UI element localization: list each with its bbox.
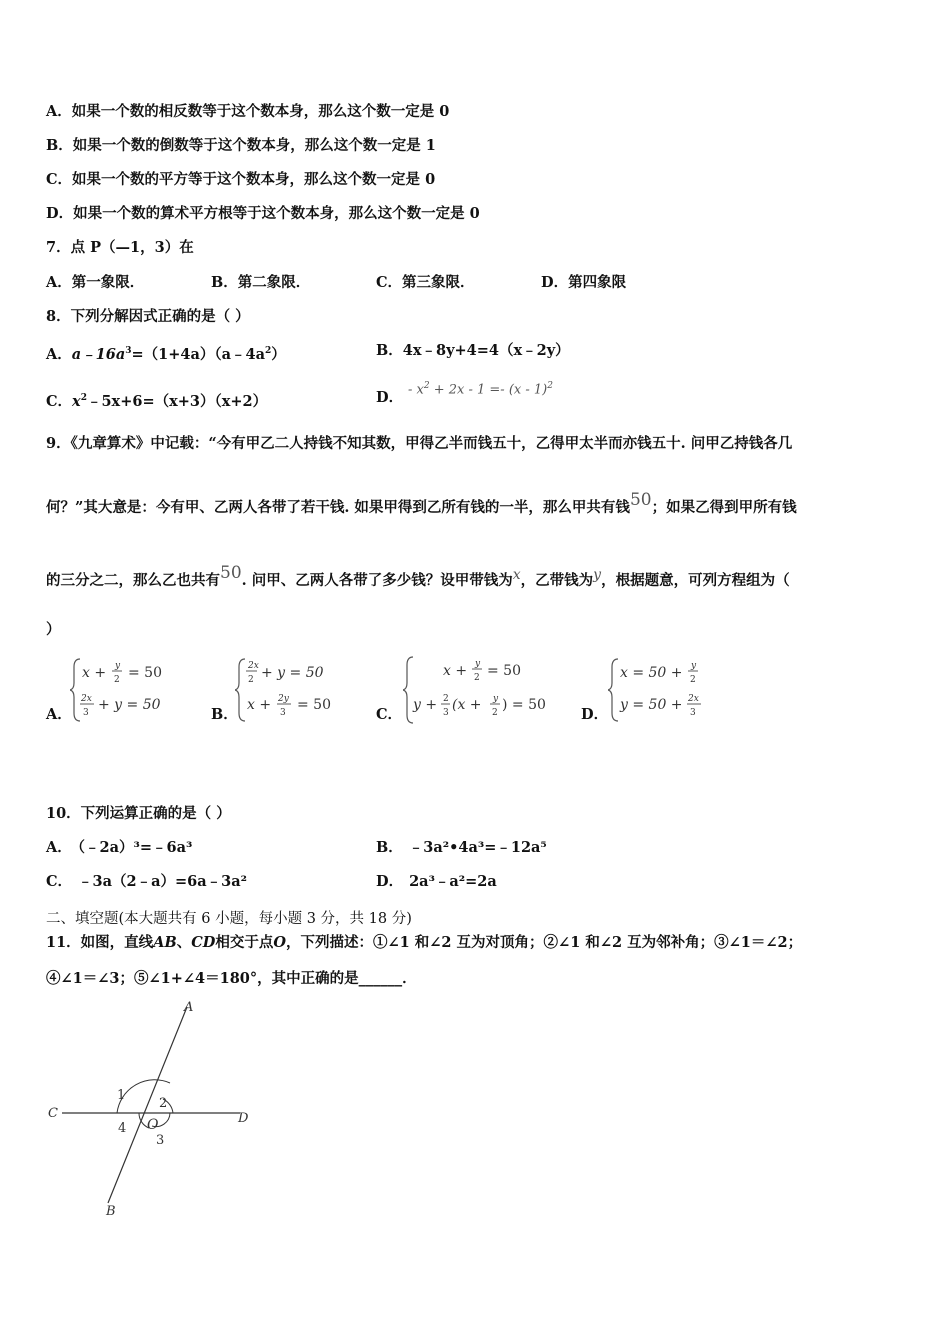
q9-a-eq2-den: 3 xyxy=(83,708,89,718)
q9-a-eq1-right: = 50 xyxy=(128,665,162,681)
q9-option-c-label: C． xyxy=(376,706,403,723)
q9-c-eq1-num: y xyxy=(475,659,481,669)
q9-c-eq2-right: ) = 50 xyxy=(502,697,546,713)
q9-line-2a: 何？”其大意是：今有甲、乙两人各带了若干钱. 如果甲得到乙所有钱的一半，那么甲共有钱 xyxy=(46,499,630,516)
q8-option-d-expr xyxy=(408,376,553,400)
q9-a-eq1-left: x + xyxy=(82,665,107,681)
section-heading-fill-in: 二、填空题(本大题共有 6 小题，每小题 3 分，共 18 分) xyxy=(46,911,412,927)
q9-d-eq2-num: 2x xyxy=(688,694,699,704)
q7-option-a: A．第一象限． xyxy=(46,274,145,291)
q7-option-b: B．第二象限． xyxy=(211,274,311,291)
q9-line-1: 9．《九章算术》中记载：“今有甲乙二人持钱不知其数，甲得乙半而钱五十，乙得甲太半而亦钱五十. 问甲乙持钱各几 xyxy=(46,435,793,452)
q9-line-3c: ，乙带钱为 xyxy=(520,572,594,589)
q9-system-b xyxy=(235,655,355,725)
q8-c-expr-1: x xyxy=(72,392,81,410)
q11-line-2: ④∠1＝∠3；⑤∠1+∠4＝180°，其中正确的是______． xyxy=(46,970,417,987)
label-c: C xyxy=(48,1106,58,1121)
q8-a-sup-1: 3 xyxy=(125,346,132,356)
q11-text-b: 相交于点 xyxy=(215,934,274,951)
q6-option-d: D．如果一个数的算术平方根等于这个数本身，那么这个数一定是 0 xyxy=(46,205,480,222)
q8-a-expr-3: ） xyxy=(271,345,286,363)
q6-option-c: C．如果一个数的平方等于这个数本身，那么这个数一定是 0 xyxy=(46,171,436,188)
q9-c-eq2-num2: y xyxy=(493,694,499,704)
angle-label-2: 2 xyxy=(159,1096,168,1111)
q8-option-d-label: D． xyxy=(376,389,404,406)
q9-line-2b: ；如果乙得到甲所有钱 xyxy=(651,499,797,516)
q9-b-eq2-num: 2y xyxy=(278,694,289,704)
q9-b-eq1-den: 2 xyxy=(248,675,254,685)
q9-line-3b: . 问甲、乙两人各带了多少钱？设甲带钱为 xyxy=(241,572,513,589)
q9-system-d xyxy=(608,655,718,725)
q11-point-o: O xyxy=(273,934,286,951)
q6-option-b: B．如果一个数的倒数等于这个数本身，那么这个数一定是 1 xyxy=(46,137,436,154)
q9-b-eq2-left: x + xyxy=(247,697,272,713)
q9-c-eq2-den2: 2 xyxy=(492,708,498,718)
q9-a-eq2-num: 2x xyxy=(81,694,92,704)
line-ab xyxy=(108,1007,187,1203)
q8-d-expr-2: + 2x - 1 =- (x - 1) xyxy=(429,382,548,398)
q10-d-label: D． xyxy=(376,873,404,890)
q8-d-expr-1: - x xyxy=(408,382,424,398)
q9-c-eq1-den: 2 xyxy=(474,673,480,683)
q9-num-50-a: 50 xyxy=(629,490,652,510)
q8-a-label: A． xyxy=(46,345,72,363)
label-d: D xyxy=(238,1111,249,1126)
q10-option-a xyxy=(46,838,192,858)
q10-option-c xyxy=(46,872,247,892)
q10-c-expr: ﹣3a（2﹣a）=6a﹣3a² xyxy=(78,873,247,890)
q9-d-eq1-num: y xyxy=(691,661,697,671)
q11-line-cd: CD xyxy=(191,934,216,951)
angle-label-1: 1 xyxy=(117,1088,126,1103)
q8-option-c xyxy=(46,388,267,412)
q9-var-y: y xyxy=(593,567,602,583)
q10-c-label: C． xyxy=(46,873,73,890)
q11-line-1 xyxy=(46,933,802,953)
label-b: B xyxy=(106,1204,116,1219)
q9-d-eq1-den: 2 xyxy=(690,675,696,685)
q9-c-eq2-den: 3 xyxy=(443,708,449,718)
q9-system-c xyxy=(403,655,563,725)
q9-c-eq2-left: y + xyxy=(413,697,438,713)
q11-figure xyxy=(40,995,270,1225)
q10-b-expr: ﹣3a²•4a³=﹣12a⁵ xyxy=(408,839,547,856)
q8-c-expr-2: ﹣5x+6=（x+3）（x+2） xyxy=(86,392,268,410)
q9-var-x: x xyxy=(512,567,521,583)
q9-c-eq2-num: 2 xyxy=(443,694,449,704)
q8-d-sup-2: 2 xyxy=(547,381,553,391)
label-o: O xyxy=(147,1117,159,1133)
q8-b-expr: 4x﹣8y+4=4（x﹣2y） xyxy=(402,342,570,359)
q11-line-ab: AB xyxy=(153,934,177,951)
q10-a-expr: （﹣2a）³=﹣6a³ xyxy=(77,839,193,856)
q9-a-eq2-right: + y = 50 xyxy=(98,697,161,713)
q9-b-eq1-num: 2x xyxy=(248,661,259,671)
q10-d-expr: 2a³﹣a²=2a xyxy=(409,873,497,890)
q9-system-a xyxy=(70,655,200,725)
q11-sep: 、 xyxy=(176,934,192,951)
q9-a-eq1-num: y xyxy=(115,661,121,671)
q9-line-3d: ，根据题意，可列方程组为（ xyxy=(601,572,790,589)
q10-option-d xyxy=(376,872,497,892)
q11-text-c: ，下列描述：①∠1 和∠2 互为对顶角；②∠1 和∠2 互为邻补角；③∠1＝∠2； xyxy=(285,934,803,951)
q8-b-label: B． xyxy=(376,342,403,359)
q8-a-sup-2: 2 xyxy=(265,346,272,356)
q9-option-a-label: A． xyxy=(46,706,72,723)
q9-line-3a: 的三分之二，那么乙也共有 xyxy=(46,572,220,589)
q9-line-3 xyxy=(46,563,790,591)
angle-label-4: 4 xyxy=(118,1121,127,1136)
q10-a-label: A． xyxy=(46,839,72,856)
q9-a-eq1-den: 2 xyxy=(114,675,120,685)
q9-d-eq2-left: y = 50 + xyxy=(620,697,683,713)
q10-option-b xyxy=(376,838,547,858)
q8-c-label: C． xyxy=(46,392,73,410)
q9-b-eq1-right: + y = 50 xyxy=(261,665,324,681)
q9-d-eq1-left: x = 50 + xyxy=(620,665,683,681)
q9-c-eq1-right: = 50 xyxy=(487,663,521,679)
q11-text-a: 11．如图，直线 xyxy=(46,934,154,951)
q8-a-expr-1: a﹣16a xyxy=(71,345,126,363)
q9-d-eq2-den: 3 xyxy=(690,708,696,718)
q8-option-a xyxy=(46,341,286,365)
q7-option-c: C．第三象限． xyxy=(376,274,475,291)
q8-option-b xyxy=(376,341,570,361)
q9-c-eq1-left: x + xyxy=(443,663,468,679)
q7-stem: 7．点 P（—1，3）在 xyxy=(46,239,194,256)
angle-label-3: 3 xyxy=(156,1133,165,1148)
q8-d-sup-1: 2 xyxy=(423,381,430,391)
q7-option-d: D．第四象限 xyxy=(541,274,627,291)
q10-b-label: B． xyxy=(376,839,403,856)
q9-c-eq2-mid: (x + xyxy=(452,697,482,713)
q9-num-50-b: 50 xyxy=(220,563,242,583)
q8-a-expr-2: =（1+4a）（a﹣4a xyxy=(131,345,266,363)
q9-option-b-label: B． xyxy=(211,706,238,723)
q9-option-d-label: D． xyxy=(581,706,609,723)
q6-option-a: A．如果一个数的相反数等于这个数本身，那么这个数一定是 0 xyxy=(46,103,450,120)
q9-line-2 xyxy=(46,490,797,518)
q9-line-4: ） xyxy=(46,621,61,638)
q8-stem: 8．下列分解因式正确的是（ ） xyxy=(46,308,250,325)
q10-stem: 10．下列运算正确的是（ ） xyxy=(46,805,231,822)
label-a: A xyxy=(184,1000,194,1015)
q9-b-eq2-den: 3 xyxy=(280,708,286,718)
q9-b-eq2-right: = 50 xyxy=(297,697,331,713)
q8-c-sup: 2 xyxy=(80,393,87,403)
